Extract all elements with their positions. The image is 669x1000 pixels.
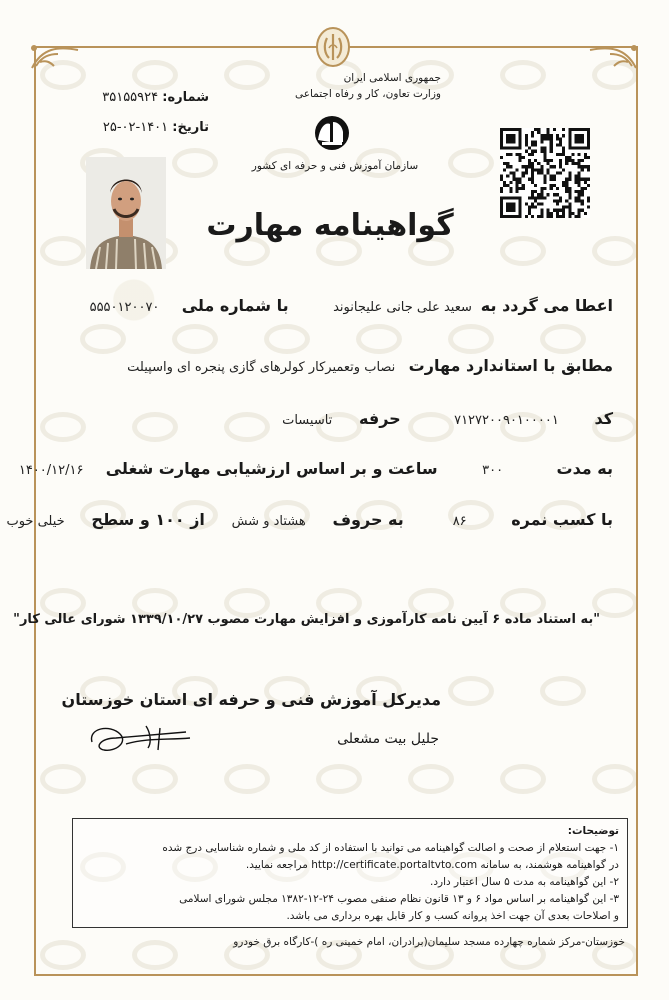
standard-label: مطابق با استاندارد مهارت: [408, 356, 613, 375]
national-id-value: ۵۵۵۰۱۲۰۰۷۰: [89, 300, 160, 315]
legal-reference: "به استناد ماده ۶ آیین نامه کارآموزی و افزایش مهارت مصوب ۱۳۳۹/۱۰/۲۷ شورای عالی کار": [13, 612, 600, 627]
date-label: تاریخ:: [172, 120, 209, 135]
standard-value: نصاب وتعمیرکار کولرهای گازی پنجره ای واسپیلت: [127, 360, 396, 375]
duration-value: ۳۰۰: [482, 463, 504, 478]
trade-label: حرفه: [359, 409, 401, 428]
certificate-number: [102, 90, 209, 105]
level-label: از ۱۰۰ و سطح: [91, 510, 205, 529]
issuing-center: خوزستان-مرکز شماره چهارده مسجد سلیمان(برادران، امام خمینی ره )-کارگاه برق خودرو: [233, 936, 625, 948]
corner-ornament-icon: [586, 42, 640, 72]
signature-icon: [86, 708, 196, 758]
organization-name: سازمان آموزش فنی و حرفه ای کشور: [251, 160, 419, 172]
certificate-date: [103, 120, 209, 135]
evaluation-date: ۱۴۰۰/۱۲/۱۶: [18, 463, 84, 478]
number-value: ۳۵۱۵۵۹۲۴: [102, 90, 159, 105]
qr-code: [500, 128, 590, 218]
notes-box: [72, 818, 628, 928]
level-value: خیلی خوب: [6, 514, 65, 529]
certificate-title: گواهینامه مهارت: [206, 208, 454, 243]
director-name: جلیل بیت مشعلی: [337, 731, 439, 747]
code-value: ۷۱۲۷۲۰۰۹۰۱۰۰۰۰۱: [454, 413, 559, 428]
letters-value: هشتاد و شش: [231, 514, 306, 529]
ministry-name: وزارت تعاون، کار و رفاه اجتماعی: [294, 88, 441, 100]
trade-value: تاسیسات: [282, 413, 333, 428]
notes-title: توضیحات:: [567, 825, 619, 837]
note-1b: در گواهینامه هوشمند، به سامانه http://certificate.portaltvto.com مراجعه نمایید.: [245, 859, 619, 871]
duration-suffix: ساعت و بر اساس ارزشیابی مهارت شغلی: [105, 459, 438, 478]
row-duration: [19, 459, 613, 478]
score-label: با کسب نمره: [511, 510, 613, 529]
director-title: مدیرکل آموزش فنی و حرفه ای استان خوزستان: [61, 690, 441, 709]
score-value: ۸۶: [452, 514, 467, 529]
note-1a: ۱- جهت استعلام از صحت و اصالت گواهینامه می توانید با استفاده از کد ملی و شماره شناسایی درج شده: [162, 842, 619, 854]
header-text: [221, 70, 441, 102]
row-granted: [90, 296, 613, 315]
note-2: ۲- این گواهینامه به مدت ۵ سال اعتبار دارد.: [430, 876, 619, 888]
code-label: کد: [594, 409, 613, 428]
duration-label: به مدت: [556, 459, 613, 478]
granted-label: اعطا می گردد به: [480, 296, 613, 315]
row-score: [6, 510, 613, 529]
note-3a: ۳- این گواهینامه بر اساس مواد ۶ و ۱۳ قانون نظام صنفی مصوب ۲۴-۱۲-۱۳۸۲ مجلس شورای اسلامی: [179, 893, 619, 905]
corner-ornament-icon: [28, 42, 82, 72]
country-name: جمهوری اسلامی ایران: [343, 72, 441, 84]
iran-emblem-icon: [315, 26, 351, 68]
tvto-logo-icon: [308, 114, 356, 152]
letters-label: به حروف: [332, 510, 404, 529]
note-3b: و اصلاحات بعدی آن جهت اخذ پروانه کسب و کار قابل بهره برداری می باشد.: [286, 910, 619, 922]
holder-photo: [86, 157, 166, 269]
row-code: [282, 409, 613, 428]
national-id-label: با شماره ملی: [181, 296, 289, 315]
date-value: ۱۴۰۱-۰۲-۲۵: [102, 120, 169, 135]
row-standard: [127, 356, 613, 375]
number-label: شماره:: [162, 90, 209, 105]
granted-name: سعید علی جانی علیجانوند: [333, 300, 472, 315]
